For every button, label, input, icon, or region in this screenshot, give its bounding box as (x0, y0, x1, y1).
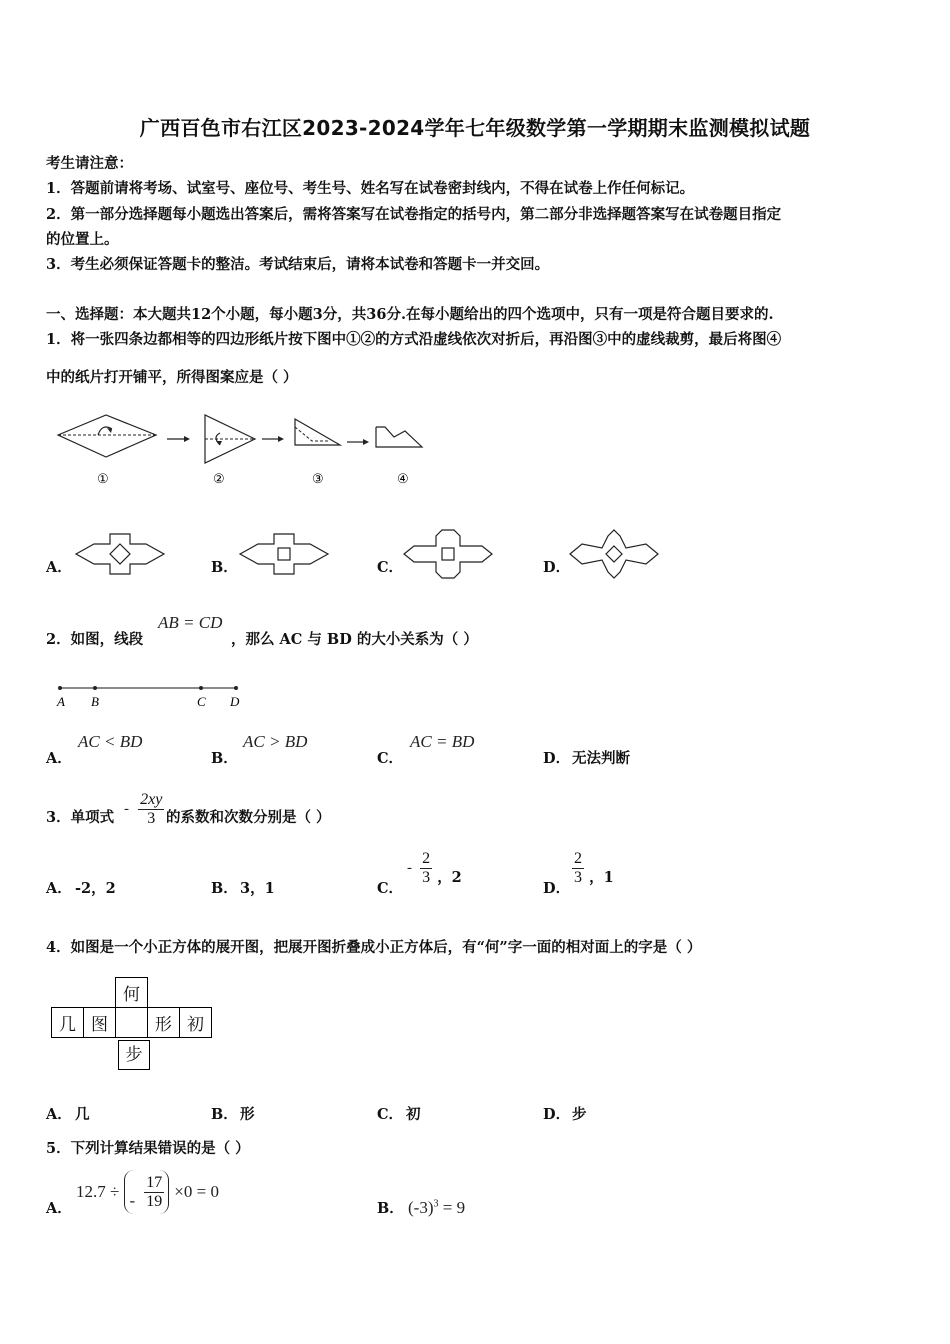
q5-text: 5．下列计算结果错误的是（ ） (46, 1140, 250, 1157)
q4-option-c-label: C． (377, 1106, 404, 1123)
step-label: ④ (397, 471, 409, 486)
q4-option-a-text[interactable]: 几 (75, 1106, 90, 1123)
q3-option-d-value[interactable]: $\frac{2}{3}$ ，1 (574, 850, 614, 886)
step-label: ① (97, 471, 109, 486)
q5-option-a-label: A． (46, 1200, 72, 1217)
q3-option-c-value[interactable]: - $\frac{2}{3}$ ，2 (407, 850, 462, 886)
q1-text: 中的纸片打开铺平，所得图案应是（ ） (46, 369, 298, 386)
page-title: 广西百色市右江区2023-2024学年七年级数学第一学期期末监测模拟试题 (139, 116, 811, 140)
q5-option-b-label: B． (377, 1200, 404, 1217)
point-label: A (57, 694, 65, 709)
q5-option-a-expr[interactable]: 12.7 ÷ - $\frac{17}{19}$ ×0 = 0 (76, 1170, 219, 1220)
q1-option-d-label: D． (543, 559, 571, 576)
q1-fold-diagram (50, 405, 440, 490)
q1-option-d-figure[interactable] (568, 528, 660, 580)
step-label: ③ (312, 471, 324, 486)
q2-option-d-text[interactable]: 无法判断 (572, 750, 630, 767)
net-cell: 几 (52, 1008, 84, 1038)
q2-option-a-label: A． (46, 750, 72, 767)
notice-heading: 考生请注意： (46, 155, 133, 172)
net-cell: 图 (84, 1008, 116, 1038)
q2-segment-diagram (50, 678, 250, 710)
q2-option-c-label: C． (377, 750, 404, 767)
q3-suffix: 的系数和次数分别是（ ） (166, 809, 331, 826)
q2-option-d-label: D． (543, 750, 571, 767)
q4-text: 4．如图是一个小正方体的展开图，把展开图折叠成小正方体后，有“何”字一面的相对面上的字是（ ） (46, 939, 702, 956)
step-label: ② (213, 471, 225, 486)
q3-option-c-label: C． (377, 880, 404, 897)
q3-option-b-text[interactable]: 3，1 (240, 880, 275, 897)
q1-text: 1．将一张四条边都相等的四边形纸片按下图中①②的方式沿虚线依次对折后，再沿图③中的虚线裁剪，最后将图④ (46, 331, 782, 348)
q2-suffix: ，那么 AC 与 BD 的大小关系为（ ） (231, 631, 478, 648)
q3-option-d-label: D． (543, 880, 571, 897)
point-label: C (197, 694, 206, 709)
q3-monomial: - $\frac{2xy}{3}$ (124, 791, 163, 827)
q2-option-a-expr[interactable]: AC < BD (78, 732, 143, 751)
notice-item: 2．第一部分选择题每小题选出答案后，需将答案写在试卷指定的括号内，第二部分非选择题答案写在试卷题目指定 (46, 206, 782, 223)
notice-item: 3．考生必须保证答题卡的整洁。考试结束后，请将本试卷和答题卡一并交回。 (46, 256, 550, 273)
q1-option-c-label: C． (377, 559, 404, 576)
q3-option-b-label: B． (211, 880, 238, 897)
point-label: B (91, 694, 99, 709)
q4-option-b-text[interactable]: 形 (240, 1106, 255, 1123)
net-cell: 初 (180, 1008, 212, 1038)
net-cell: 步 (118, 1040, 150, 1070)
net-cell: 形 (148, 1008, 180, 1038)
q1-option-c-figure[interactable] (402, 528, 494, 580)
q2-expr: AB = CD (158, 613, 223, 632)
q4-option-b-label: B． (211, 1106, 238, 1123)
notice-item: 1．答题前请将考场、试室号、座位号、考生号、姓名写在试卷密封线内，不得在试卷上作任何标记。 (46, 180, 695, 197)
q4-option-d-label: D． (543, 1106, 571, 1123)
q1-option-a-label: A． (46, 559, 72, 576)
section-heading: 一、选择题：本大题共12个小题，每小题3分，共36分.在每小题给出的四个选项中，只有一项是符合题目要求的. (46, 306, 774, 323)
point-label: D (230, 694, 240, 709)
q3-prefix: 3．单项式 (46, 809, 115, 826)
q2-prefix: 2．如图，线段 (46, 631, 144, 648)
q4-option-d-text[interactable]: 步 (572, 1106, 587, 1123)
q1-option-a-figure[interactable] (74, 530, 166, 578)
q2-option-b-label: B． (211, 750, 238, 767)
q3-option-a-text[interactable]: -2，2 (75, 880, 116, 897)
q2-option-c-expr[interactable]: AC = BD (410, 732, 475, 751)
q1-option-b-label: B． (211, 559, 238, 576)
notice-item: 的位置上。 (46, 231, 119, 248)
q1-option-b-figure[interactable] (238, 530, 330, 578)
q2-option-b-expr[interactable]: AC > BD (243, 732, 308, 751)
net-cell: 何 (116, 978, 148, 1008)
q5-option-b-expr[interactable]: $(-3)^3 = 9$ (408, 1198, 466, 1217)
q4-option-a-label: A． (46, 1106, 72, 1123)
q4-option-c-text[interactable]: 初 (406, 1106, 421, 1123)
q3-option-a-label: A． (46, 880, 72, 897)
